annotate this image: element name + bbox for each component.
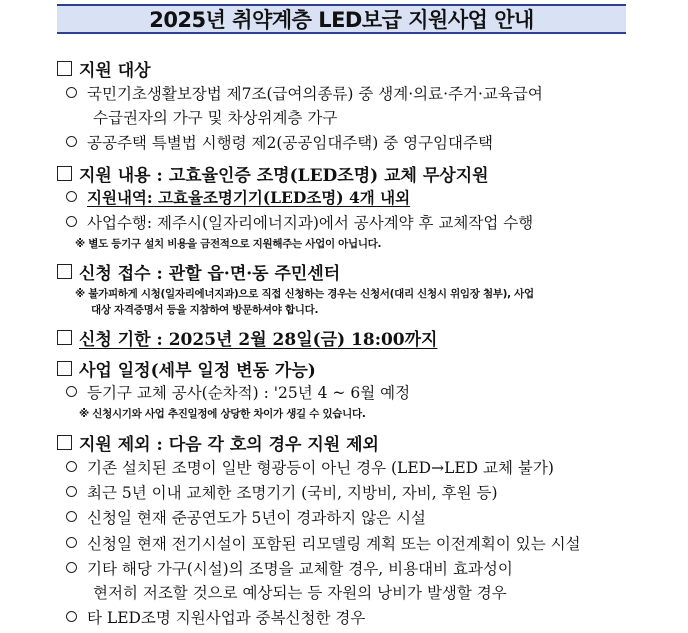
list-item: 지원내역: 고효율조명기기(LED조명) 4개 내외 <box>66 186 410 208</box>
checkbox-square-icon <box>57 61 72 76</box>
note-text-continuation: 대상 자격증명서 등을 지참하여 방문하셔야 합니다. <box>91 304 319 316</box>
circle-bullet-icon <box>66 562 77 573</box>
checkbox-square-icon <box>57 435 72 450</box>
circle-bullet-icon <box>66 537 77 548</box>
list-item: 타 LED조명 지원사업과 중복신청한 경우 <box>66 606 365 628</box>
list-item: 신청일 현재 준공연도가 5년이 경과하지 않은 시설 <box>66 506 426 528</box>
note-text: ※ 별도 등기구 설치 비용을 금전적으로 지원해주는 사업이 아닙니다. <box>75 238 382 250</box>
list-item-continuation: 현저히 저조할 것으로 예상되는 등 자원의 낭비가 발생할 경우 <box>93 584 507 602</box>
checkbox-square-icon <box>57 264 72 279</box>
circle-bullet-icon <box>66 486 77 497</box>
page-title: 2025년 취약계층 LED보급 지원사업 안내 <box>149 8 534 32</box>
checkbox-square-icon <box>57 166 72 181</box>
circle-bullet-icon <box>66 511 77 522</box>
note-text: ※ 불가피하게 시청(일자리에너지과)으로 직접 신청하는 경우는 신청서(대리 신청시 위임장 첨부), 사업 <box>75 288 534 300</box>
title-banner <box>57 4 626 34</box>
circle-bullet-icon <box>66 87 77 98</box>
list-item: 기타 해당 가구(시설)의 조명을 교체할 경우, 비용대비 효과성이 <box>66 557 513 579</box>
section-content-heading: 지원 내용 : 고효율인증 조명(LED조명) 교체 무상지원 <box>57 161 489 186</box>
circle-bullet-icon <box>66 136 77 147</box>
circle-bullet-icon <box>66 461 77 472</box>
list-item: 기존 설치된 조명이 일반 형광등이 아닌 경우 (LED→LED 교체 불가) <box>66 456 554 478</box>
section-deadline-heading: 신청 기한 : 2025년 2월 28일(금) 18:00까지 <box>57 325 437 350</box>
list-item: 사업수행: 제주시(일자리에너지과)에서 공사계약 후 교체작업 수행 <box>66 211 533 233</box>
section-schedule-heading: 사업 일정(세부 일정 변동 가능) <box>57 356 316 381</box>
circle-bullet-icon <box>66 386 77 397</box>
note-text: ※ 신청시기와 사업 추진일정에 상당한 차이가 생길 수 있습니다. <box>79 408 366 420</box>
list-item: 공공주택 특별법 시행령 제2(공공임대주택) 중 영구임대주택 <box>66 131 493 153</box>
list-item-continuation: 수급권자의 가구 및 차상위계층 가구 <box>93 109 338 127</box>
list-item: 등기구 교체 공사(순차적) : '25년 4 ~ 6월 예정 <box>66 381 410 403</box>
section-apply-heading: 신청 접수 : 관할 읍·면·동 주민센터 <box>57 259 340 284</box>
checkbox-square-icon <box>57 330 72 345</box>
circle-bullet-icon <box>66 216 77 227</box>
section-exclusion-heading: 지원 제외 : 다음 각 호의 경우 지원 제외 <box>57 430 379 455</box>
section-target-heading: 지원 대상 <box>57 56 151 81</box>
circle-bullet-icon <box>66 611 77 622</box>
checkbox-square-icon <box>57 361 72 376</box>
list-item: 국민기초생활보장법 제7조(급여의종류) 중 생계·의료·주거·교육급여 <box>66 82 543 104</box>
list-item: 최근 5년 이내 교체한 조명기기 (국비, 지방비, 자비, 후원 등) <box>66 481 498 503</box>
list-item: 신청일 현재 전기시설이 포함된 리모델링 계획 또는 이전계획이 있는 시설 <box>66 532 581 554</box>
circle-bullet-icon <box>66 191 77 202</box>
